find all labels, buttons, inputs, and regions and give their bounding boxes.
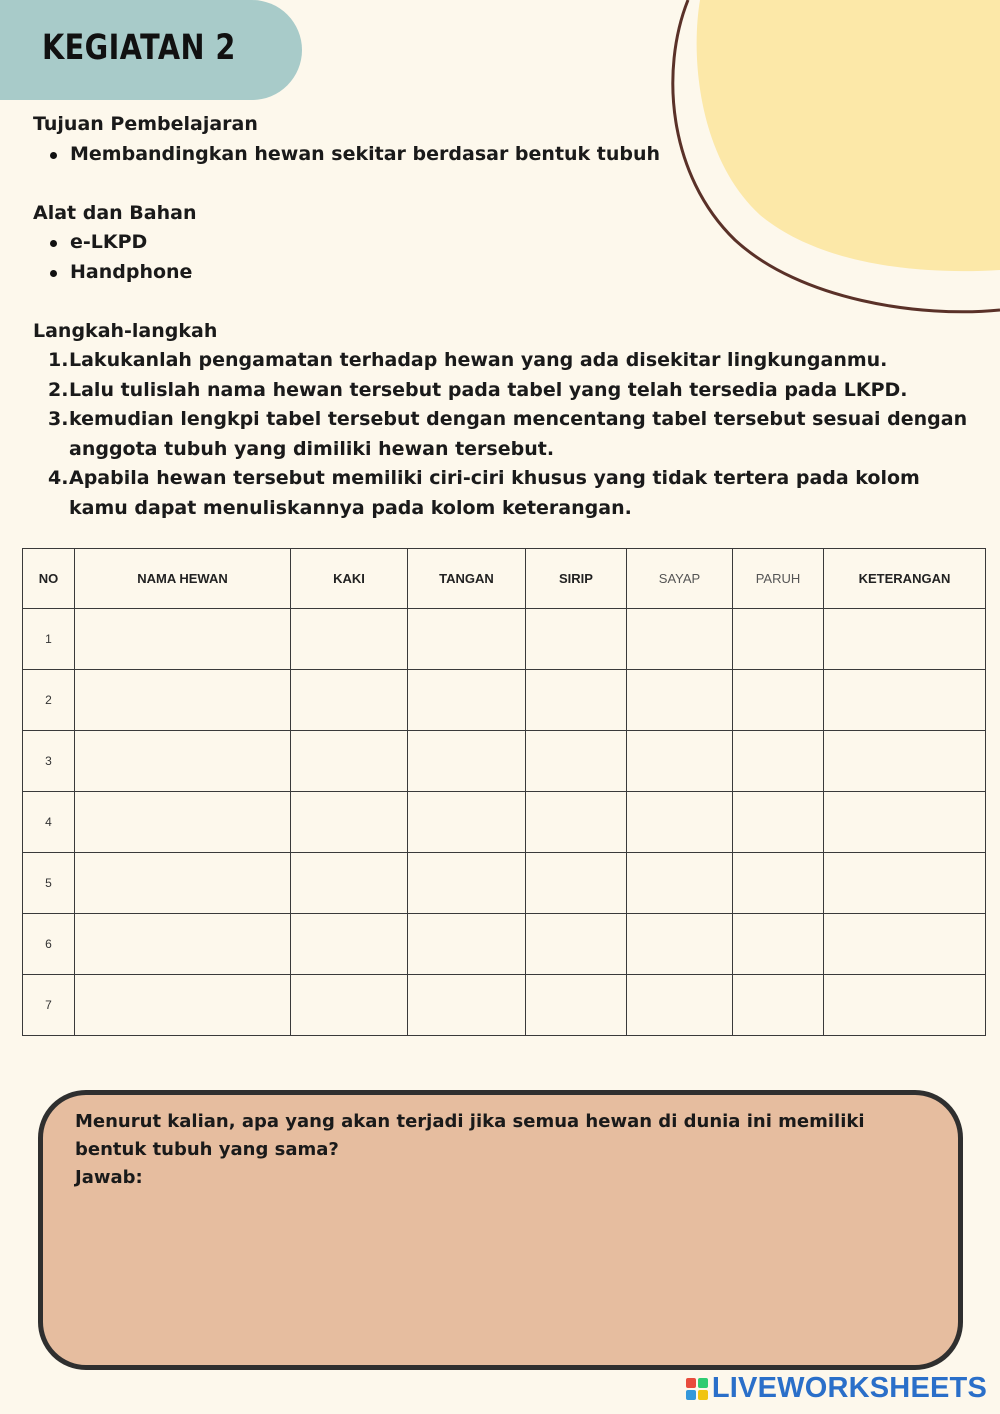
cell-nama-hewan[interactable]: [75, 731, 291, 792]
step-item: [48, 464, 973, 523]
table-row: [23, 609, 986, 670]
header-sirip: SIRIP: [526, 549, 627, 609]
question-box: [38, 1090, 963, 1370]
cell-kaki[interactable]: [291, 792, 408, 853]
cell-tangan[interactable]: [408, 670, 526, 731]
cell-sirip[interactable]: [526, 609, 627, 670]
table-row: [23, 975, 986, 1036]
table-row: [23, 792, 986, 853]
step-text: Lakukanlah pengamatan terhadap hewan yang ada disekitar lingkunganmu.: [69, 349, 888, 371]
step-item: [48, 376, 973, 406]
cell-kaki[interactable]: [291, 731, 408, 792]
step-number: 3.: [48, 408, 69, 430]
row-number: 3: [23, 731, 75, 792]
cell-keterangan[interactable]: [824, 670, 986, 731]
cell-nama-hewan[interactable]: [75, 609, 291, 670]
step-number: 2.: [48, 378, 69, 401]
cell-sirip[interactable]: [526, 792, 627, 853]
cell-sayap[interactable]: [627, 975, 733, 1036]
brand-name: LIVEWORKSHEETS: [711, 1372, 987, 1404]
cell-paruh[interactable]: [733, 609, 824, 670]
alat-item: Handphone: [48, 258, 973, 288]
cell-nama-hewan[interactable]: [75, 975, 291, 1036]
tujuan-heading: Tujuan Pembelajaran: [33, 113, 258, 135]
cell-sayap[interactable]: [627, 792, 733, 853]
cell-keterangan[interactable]: [824, 731, 986, 792]
cell-paruh[interactable]: [733, 914, 824, 975]
cell-sirip[interactable]: [526, 731, 627, 792]
step-text: Lalu tulislah nama hewan tersebut pada tabel yang telah tersedia pada LKPD.: [69, 378, 908, 401]
animal-table: [22, 548, 986, 1036]
step-number: 4.: [48, 467, 69, 489]
table-row: [23, 853, 986, 914]
cell-kaki[interactable]: [291, 914, 408, 975]
cell-sayap[interactable]: [627, 914, 733, 975]
page-title: KEGIATAN 2: [42, 28, 236, 68]
cell-nama-hewan[interactable]: [75, 670, 291, 731]
row-number: 7: [23, 975, 75, 1036]
row-number: 5: [23, 853, 75, 914]
langkah-heading: Langkah-langkah: [33, 319, 218, 342]
header-tangan: TANGAN: [408, 549, 526, 609]
cell-keterangan[interactable]: [824, 792, 986, 853]
row-number: 2: [23, 670, 75, 731]
alat-heading: Alat dan Bahan: [33, 201, 197, 224]
cell-keterangan[interactable]: [824, 975, 986, 1036]
header-nama-hewan: NAMA HEWAN: [75, 549, 291, 609]
langkah-list: [33, 346, 973, 523]
cell-tangan[interactable]: [408, 975, 526, 1036]
header-paruh: PARUH: [733, 549, 824, 609]
cell-keterangan[interactable]: [824, 914, 986, 975]
cell-tangan[interactable]: [408, 914, 526, 975]
brand-logo[interactable]: [686, 1372, 987, 1405]
cell-sayap[interactable]: [627, 670, 733, 731]
cell-kaki[interactable]: [291, 853, 408, 914]
header-no: NO: [23, 549, 75, 609]
header-kaki: KAKI: [291, 549, 408, 609]
cell-sirip[interactable]: [526, 914, 627, 975]
question-text: Menurut kalian, apa yang akan terjadi jika semua hewan di dunia ini memiliki bentuk tubuh yang sama?: [75, 1111, 865, 1160]
table-row: [23, 914, 986, 975]
header-sayap: SAYAP: [627, 549, 733, 609]
title-tab: [0, 0, 302, 100]
cell-sayap[interactable]: [627, 853, 733, 914]
cell-paruh[interactable]: [733, 975, 824, 1036]
cell-tangan[interactable]: [408, 792, 526, 853]
cell-tangan[interactable]: [408, 609, 526, 670]
step-number: 1.: [48, 349, 69, 371]
tujuan-list: [33, 140, 973, 170]
liveworksheets-logo-icon: [686, 1378, 708, 1400]
alat-list: [33, 228, 973, 287]
cell-keterangan[interactable]: [824, 609, 986, 670]
row-number: 4: [23, 792, 75, 853]
cell-sayap[interactable]: [627, 609, 733, 670]
step-text: kemudian lengkpi tabel tersebut dengan mencentang tabel tersebut sesuai dengan anggota tubuh yang dimiliki hewan tersebut.: [69, 408, 968, 460]
tujuan-item: Membandingkan hewan sekitar berdasar bentuk tubuh: [48, 140, 973, 170]
instructions: [33, 110, 973, 523]
cell-sirip[interactable]: [526, 670, 627, 731]
cell-nama-hewan[interactable]: [75, 853, 291, 914]
cell-paruh[interactable]: [733, 792, 824, 853]
answer-label: Jawab:: [75, 1167, 143, 1188]
cell-sayap[interactable]: [627, 731, 733, 792]
step-item: [48, 405, 973, 464]
cell-nama-hewan[interactable]: [75, 792, 291, 853]
cell-paruh[interactable]: [733, 853, 824, 914]
step-text: Apabila hewan tersebut memiliki ciri-ciri khusus yang tidak tertera pada kolom kamu dapat menuliskannya pada kolom keterangan.: [69, 467, 920, 519]
cell-tangan[interactable]: [408, 731, 526, 792]
table-header-row: [23, 549, 986, 609]
step-item: [48, 346, 973, 376]
header-keterangan: KETERANGAN: [824, 549, 986, 609]
cell-sirip[interactable]: [526, 975, 627, 1036]
cell-nama-hewan[interactable]: [75, 914, 291, 975]
table-row: [23, 670, 986, 731]
row-number: 6: [23, 914, 75, 975]
cell-kaki[interactable]: [291, 975, 408, 1036]
cell-kaki[interactable]: [291, 670, 408, 731]
row-number: 1: [23, 609, 75, 670]
answer-area[interactable]: [75, 1192, 926, 1352]
table-row: [23, 731, 986, 792]
cell-keterangan[interactable]: [824, 853, 986, 914]
cell-tangan[interactable]: [408, 853, 526, 914]
cell-kaki[interactable]: [291, 609, 408, 670]
cell-paruh[interactable]: [733, 670, 824, 731]
cell-sirip[interactable]: [526, 853, 627, 914]
alat-item: e-LKPD: [48, 228, 973, 258]
cell-paruh[interactable]: [733, 731, 824, 792]
